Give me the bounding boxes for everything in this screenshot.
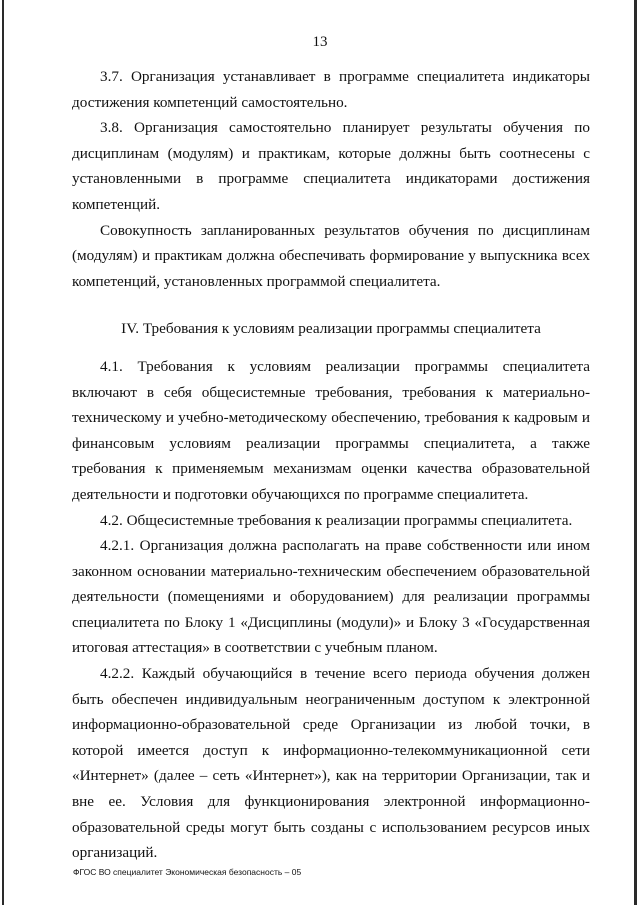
scan-edge-right (634, 0, 637, 905)
paragraph-4-2-2: 4.2.2. Каждый обучающийся в течение всего периода обучения должен быть обеспечен индивидуальным неограниченным доступом к электронной информационно-образовательной среде Организации из любой точки, в которой имеется доступ к информационно-телекоммуникационной сети «Интернет» (далее – сеть «Интернет»), как на территории Организации, так и вне ее. Условия для функционирования электронной информационно-образовательной среды могут быть созданы с использованием ресурсов иных организаций. (72, 665, 590, 862)
scan-edge-left (2, 0, 4, 905)
paragraph-4-2-1: 4.2.1. Организация должна располагать на праве собственности или ином законном основании материально-техническим обеспечением образовательной деятельности (помещениями и оборудованием) для реализации программы специалитета по Блоку 1 «Дисциплины (модули)» и Блоку 3 «Государственная итоговая аттестация» в соответствии с учебным планом. (72, 537, 590, 657)
paragraph-4-2: 4.2. Общесистемные требования к реализации программы специалитета. (100, 511, 573, 529)
page-number: 13 (312, 34, 328, 50)
paragraph-3-8: 3.8. Организация самостоятельно планирует результаты обучения по дисциплинам (модулям) и практикам, которые должны быть соотнесены с установленными в программе специалитета индикаторами достижения компетенций. (72, 119, 590, 213)
section-heading: IV. Требования к условиям реализации программы специалитета (121, 320, 541, 338)
paragraph-learning-outcomes: Совокупность запланированных результатов обучения по дисциплинам (модулям) и практикам должна обеспечивать формирование у выпускника всех компетенций, установленных программой специалитета. (72, 221, 590, 290)
paragraph-3-7: 3.7. Организация устанавливает в программе специалитета индикаторы достижения компетенций самостоятельно. (72, 68, 590, 111)
paragraph-4-1: 4.1. Требования к условиям реализации программы специалитета включают в себя общесистемные требования, требования к материально-техническому и учебно-методическому обеспечению, требования к кадровым и финансовым условиям реализации программы специалитета, а также требования к применяемым механизмам оценки качества образовательной деятельности и подготовки обучающихся по программе специалитета. (72, 357, 590, 503)
page-body (72, 64, 590, 866)
document-footer: ФГОС ВО специалитет Экономическая безопасность – 05 (73, 867, 302, 877)
